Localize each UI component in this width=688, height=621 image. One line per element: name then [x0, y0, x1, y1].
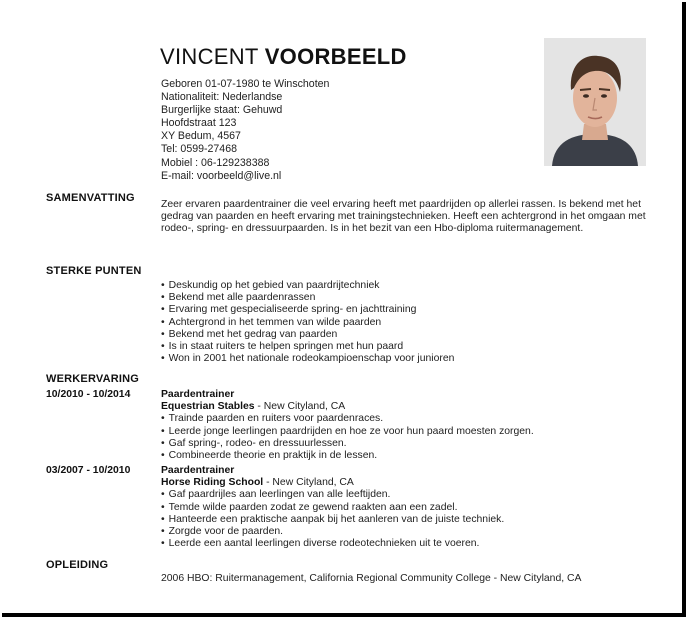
strengths-list	[161, 280, 454, 365]
job-2	[161, 465, 504, 550]
list-item: • Leerde jonge leerlingen paardrijden en hoe ze voor hun paard moesten zorgen.	[161, 426, 534, 438]
last-name: VOORBEELD	[264, 44, 407, 69]
job-2-dates: 03/2007 - 10/2010	[46, 465, 131, 476]
street-address: Hoofdstraat 123	[161, 117, 237, 130]
strengths-heading: STERKE PUNTEN	[46, 265, 142, 277]
list-item: • Leerde een aantal leerlingen diverse rodeotechnieken uit te voeren.	[161, 538, 504, 550]
list-item: • Hanteerde een praktische aanpak bij het aanleren van de juiste techniek.	[161, 514, 504, 526]
contact-info	[161, 78, 329, 183]
list-item: • Gaf paardrijles aan leerlingen van alle leeftijden.	[161, 489, 504, 501]
postal-city: XY Bedum, 4567	[161, 130, 241, 143]
list-item: • Zorgde voor de paarden.	[161, 526, 504, 538]
job-1-company-line	[161, 401, 534, 413]
job-2-bullets	[161, 489, 504, 550]
job-2-company: Horse Riding School	[161, 477, 264, 489]
list-item: • Achtergrond in het temmen van wilde paarden	[161, 317, 454, 329]
portrait-illustration	[544, 38, 646, 166]
list-item: • Won in 2001 het nationale rodeokampioenschap voor junioren	[161, 353, 454, 365]
education-text: 2006 HBO: Ruitermanagement, California Regional Community College - New Cityland, CA	[161, 573, 582, 584]
nationality: Nationaliteit: Nederlandse	[161, 91, 283, 104]
list-item: • Temde wilde paarden zodat ze gewend raakten aan een zadel.	[161, 502, 504, 514]
first-name: VINCENT	[160, 44, 259, 69]
list-item: • Ervaring met gespecialiseerde spring- en jachttraining	[161, 304, 454, 316]
job-2-title: Paardentrainer	[161, 465, 235, 476]
list-item: • Combineerde theorie en praktijk in de lessen.	[161, 450, 534, 462]
job-1-dates: 10/2010 - 10/2014	[46, 389, 131, 400]
marital-status: Burgerlijke staat: Gehuwd	[161, 104, 283, 117]
list-item: • Gaf spring-, rodeo- en dressuurlessen.	[161, 438, 534, 450]
job-1-location: - New Cityland, CA	[254, 401, 346, 413]
birth-info: Geboren 01-07-1980 te Winschoten	[161, 78, 330, 90]
email: E-mail: voorbeeld@live.nl	[161, 169, 282, 182]
job-1-bullets	[161, 413, 534, 462]
candidate-name	[160, 44, 407, 70]
job-2-company-line	[161, 477, 504, 489]
job-1	[161, 389, 534, 462]
list-item: • Deskundig op het gebied van paardrijtechniek	[161, 280, 454, 292]
profile-photo	[544, 38, 646, 166]
list-item: • Is in staat ruiters te helpen springen met hun paard	[161, 341, 454, 353]
list-item: • Bekend met alle paardenrassen	[161, 292, 454, 304]
resume-page	[2, 2, 686, 617]
education-heading: OPLEIDING	[46, 559, 109, 571]
summary-text: Zeer ervaren paardentrainer die veel ervaring heeft met paardrijden op allerlei rassen. Is bekend met het gedrag van paarden en heeft ervaring met trainingstechnieken. Heeft een achtergrond in het omgaan met rodeo-, spring- en dressuurpaarden. Is in het bezit van een Hbo-diploma ruitermanagement.	[161, 199, 646, 235]
mobile: Mobiel : 06-129238388	[161, 156, 270, 169]
list-item: • Trainde paarden en ruiters voor paardenraces.	[161, 413, 534, 425]
list-item: • Bekend met het gedrag van paarden	[161, 329, 454, 341]
job-2-location: - New Cityland, CA	[263, 477, 354, 489]
job-1-title: Paardentrainer	[161, 389, 235, 400]
phone: Tel: 0599-27468	[161, 143, 237, 156]
experience-heading: WERKERVARING	[46, 373, 140, 385]
summary-heading: SAMENVATTING	[46, 192, 135, 204]
job-1-company: Equestrian Stables	[161, 401, 255, 413]
